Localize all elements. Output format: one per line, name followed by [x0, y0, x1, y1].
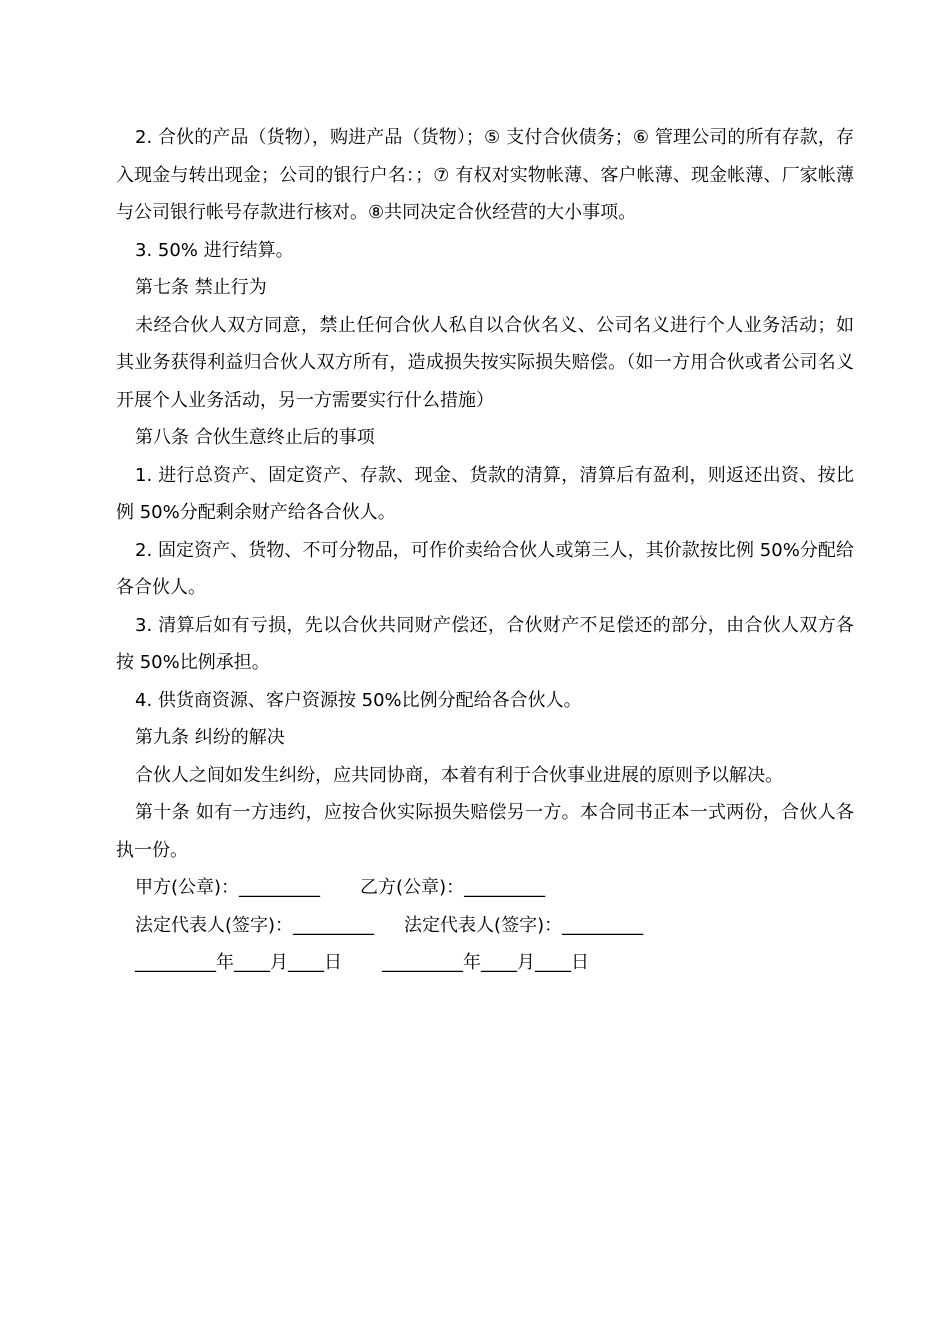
article-8-item-2: 2. 固定资产、货物、不可分物品，可作价卖给合伙人或第三人，其价款按比例 50%分配给各合伙人。 [116, 539, 854, 598]
representative-line [116, 907, 854, 945]
clause-paragraph-settlement: 3. 50% 进行结算。 [135, 239, 294, 261]
party-a-date: _________年____月____日 [135, 952, 342, 973]
clause-paragraph-rights: 2. 合伙的产品（货物），购进产品（货物）；⑤ 支付合伙债务；⑥ 管理公司的所有存款，存入现金与转出现金；公司的银行户名：；⑦ 有权对实物帐薄、客户帐薄、现金帐薄、厂家帐薄与公司银行帐号存款进行核对。⑧共同决定合伙经营的大小事项。 [116, 127, 854, 223]
party-a-seal: 甲方(公章)：_________ [135, 877, 321, 898]
article-7-body: 未经合伙人双方同意，禁止任何合伙人私自以合伙名义、公司名义进行个人业务活动；如其业务获得利益归合伙人双方所有，造成损失按实际损失赔偿。（如一方用合伙或者公司名义开展个人业务活动，另一方需要实行什么措施） [116, 314, 854, 411]
seal-line [116, 869, 854, 907]
party-b-seal: 乙方(公章)：_________ [360, 877, 546, 898]
party-a-representative: 法定代表人(签字)：_________ [135, 914, 375, 936]
article-7-heading: 第七条 禁止行为 [135, 277, 267, 298]
article-8-item-1: 1. 进行总资产、固定资产、存款、现金、货款的清算，清算后有盈利，则返还出资、按比例 50%分配剩余财产给各合伙人。 [116, 464, 854, 523]
contract-body [116, 119, 854, 982]
party-b-representative: 法定代表人(签字)：_________ [404, 914, 644, 936]
date-line [116, 944, 854, 982]
article-8-item-4: 4. 供货商资源、客户资源按 50%比例分配给各合伙人。 [135, 689, 582, 711]
article-9-heading: 第九条 纠纷的解决 [135, 727, 285, 748]
article-9-body: 合伙人之间如发生纠纷，应共同协商，本着有利于合伙事业进展的原则予以解决。 [135, 764, 783, 786]
article-8-heading: 第八条 合伙生意终止后的事项 [135, 427, 375, 448]
article-10-body: 第十条 如有一方违约，应按合伙实际损失赔偿另一方。本合同书正本一式两份，合伙人各执一份。 [116, 802, 854, 861]
party-b-date: _________年____月____日 [382, 952, 589, 973]
article-8-item-3: 3. 清算后如有亏损，先以合伙共同财产偿还，合伙财产不足偿还的部分，由合伙人双方各按 50%比例承担。 [116, 614, 854, 673]
